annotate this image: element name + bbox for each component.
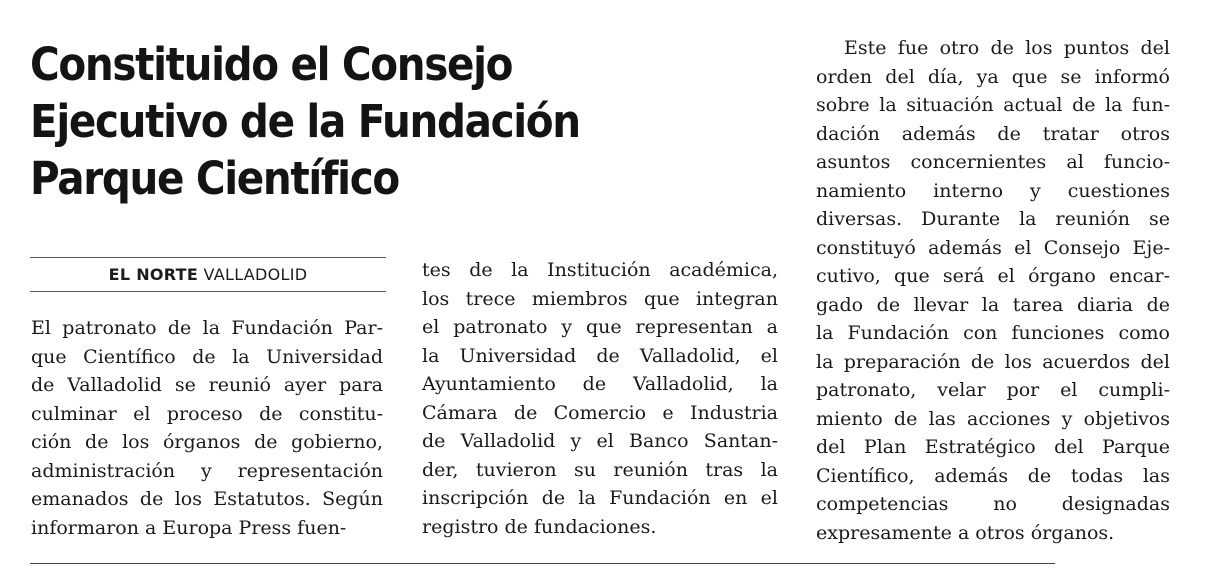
- byline: [30, 264, 386, 286]
- article-text-line: Este fue otro de los puntos del: [844, 37, 1170, 59]
- article-text-line: el patronato y que representan a: [422, 316, 778, 338]
- article-text-line: gado de llevar la tarea diaria de: [816, 293, 1170, 316]
- article-text-line: los trece miembros que integran: [422, 287, 778, 310]
- article-text-line: sobre la situación actual de la fun-: [816, 94, 1170, 116]
- article-text-line: tes de la Institución académica,: [422, 259, 778, 281]
- article-text-line: cutivo, que será el órgano encar-: [816, 265, 1170, 287]
- article-column-2: [422, 256, 778, 541]
- article-text-line: Cámara de Comercio e Industria: [422, 401, 778, 424]
- article-text-line: diversas. Durante la reunión se: [816, 208, 1170, 230]
- article-text-line: informaron a Europa Press fuen-: [31, 516, 347, 539]
- article-text-line: patronato, velar por el cumpli-: [816, 379, 1170, 401]
- article-text-line: namiento interno y cuestiones: [816, 179, 1170, 202]
- article-text-line: administración y representación: [31, 459, 383, 482]
- article-column-3: [816, 34, 1170, 547]
- headline-line: Constituido el Consejo: [30, 38, 513, 91]
- byline-outlet: EL NORTE: [108, 265, 199, 284]
- article-text-line: Científico, además de todas las: [816, 464, 1170, 487]
- article-text-line: registro de fundaciones.: [422, 515, 657, 538]
- article-text-line: del Plan Estratégico del Parque: [816, 436, 1170, 458]
- article-text-line: de Valladolid se reunió ayer para: [31, 374, 383, 396]
- article-text-line: inscripción de la Fundación en el: [422, 487, 778, 509]
- bottom-rule: [30, 563, 1055, 564]
- article-text-line: de Valladolid y el Banco Santan-: [422, 430, 778, 452]
- byline-city: VALLADOLID: [203, 265, 308, 284]
- headline-line: Parque Científico: [30, 152, 399, 205]
- headline: [30, 36, 714, 207]
- byline-top-rule: [30, 257, 386, 258]
- article-text-line: Ayuntamiento de Valladolid, la: [422, 373, 778, 395]
- article-text-line: competencias no designadas: [816, 493, 1170, 515]
- article-text-line: expresamente a otros órganos.: [816, 521, 1115, 544]
- article-text-line: la Fundación con funciones como: [816, 322, 1170, 344]
- article-text-line: la preparación de los acuerdos del: [816, 350, 1170, 373]
- article-text-line: emanados de los Estatutos. Según: [31, 488, 383, 510]
- article-column-1: [31, 314, 383, 542]
- article-text-line: culminar el proceso de constitu-: [31, 402, 383, 425]
- article-text-line: asuntos concernientes al funcio-: [816, 151, 1170, 173]
- article-text-line: miento de las acciones y objetivos: [816, 407, 1170, 430]
- article-text-line: que Científico de la Universidad: [31, 345, 383, 368]
- byline-bottom-rule: [30, 291, 386, 292]
- article-text-line: la Universidad de Valladolid, el: [422, 344, 778, 367]
- article-text-line: der, tuvieron su reunión tras la: [422, 458, 778, 481]
- article-text-line: constituyó además el Consejo Eje-: [816, 236, 1170, 259]
- headline-line: Ejecutivo de la Fundación: [30, 95, 580, 148]
- article-text-line: El patronato de la Fundación Par-: [31, 317, 383, 339]
- article-text-line: orden del día, ya que se informó: [816, 65, 1170, 88]
- article-text-line: ción de los órganos de gobierno,: [31, 431, 383, 453]
- article-text-line: dación además de tratar otros: [816, 122, 1170, 145]
